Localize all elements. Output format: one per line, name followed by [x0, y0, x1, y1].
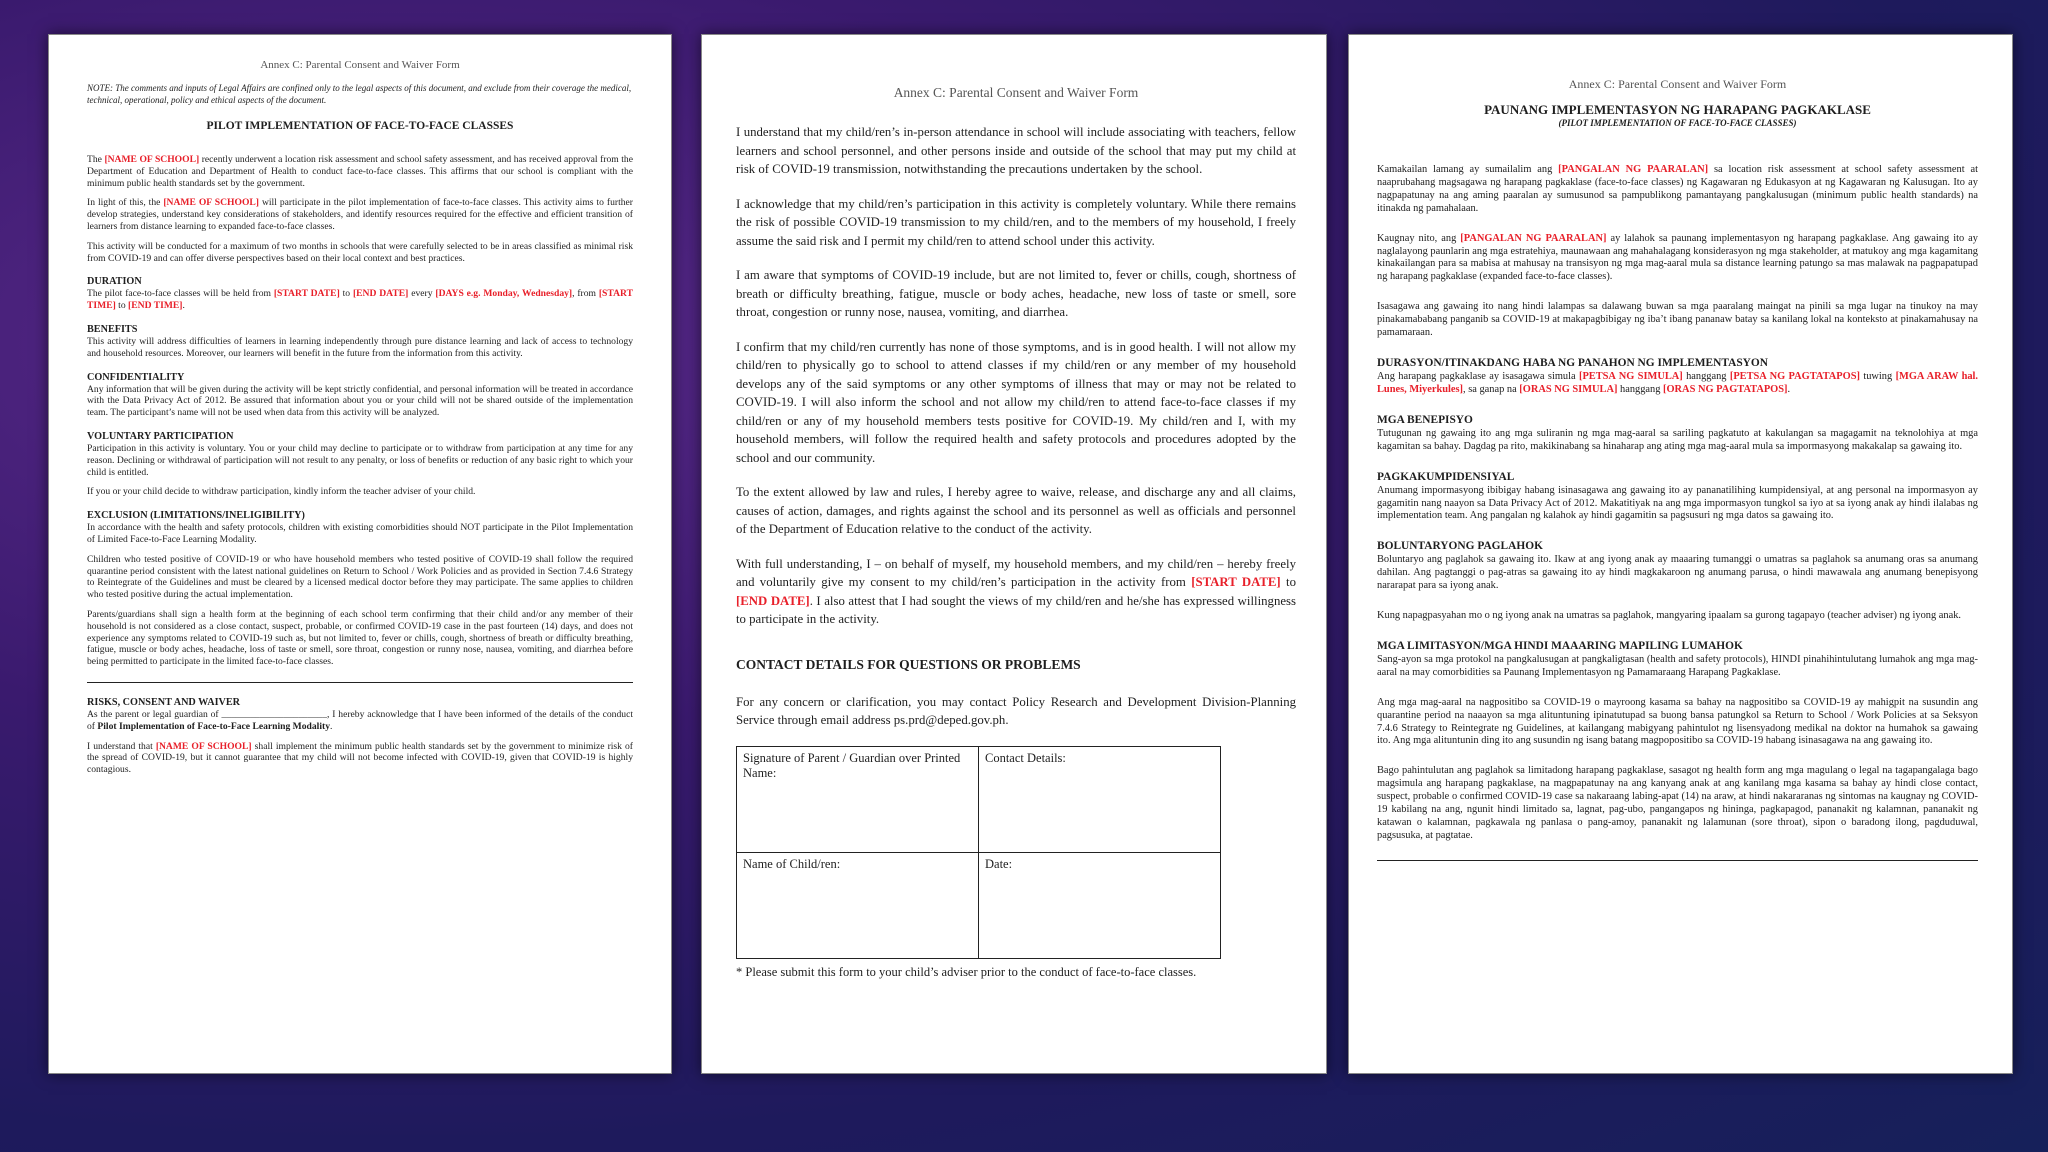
section-heading: EXCLUSION (LIMITATIONS/INELIGIBILITY)	[87, 510, 305, 522]
section-heading: VOLUNTARY PARTICIPATION	[87, 430, 234, 442]
section-heading: BOLUNTARYONG PAGLAHOK	[1377, 540, 1543, 553]
section-heading: PAGKAKUMPIDENSIYAL	[1377, 470, 1515, 483]
date-cell: Date:	[979, 852, 1221, 958]
annex-header: Annex C: Parental Consent and Waiver Form	[893, 85, 1139, 100]
section-heading: DURASYON/ITINAKDANG HABA NG PANAHON NG IMPLEMENTASYON	[1377, 356, 1768, 369]
duration-paragraph: Ang harapang pagkaklase ay isasagawa simula [PETSA NG SIMULA] hanggang [PETSA NG PAGTATAPOS] tuwing [MGA ARAW hal. Lunes, Miyerkules], sa ganap na [ORAS NG SIMULA] hanggang [ORAS NG PAGTATAPOS].	[1377, 370, 1979, 395]
consent-paragraph: With full understanding, I – on behalf of myself, my household members, and my child/ren – hereby freely and voluntarily give my consent to my child/ren’s participation in the activity from [START DATE] to [END DATE]. I also attest that I had sought the views of my child/ren and he/she has expressed willingness to participate in the activity.	[736, 556, 1296, 626]
document-page-2	[701, 34, 1327, 1074]
consent-paragraph: To the extent allowed by law and rules, I hereby agree to waive, release, and discharge any and all claims, causes of action, damages, and rights against the school and its personnel as well as officials and personnel of the Department of Education relative to the conduct of the activity.	[736, 485, 1296, 536]
intro-paragraph: In light of this, the [NAME OF SCHOOL] will participate in the pilot implementation of face-to-face classes. This activity aims to further develop strategies, understand key considerations of stakeholders, and identify resources required for the effective and efficient transition of learners from distance learning to expanded face-to-face classes.	[87, 197, 633, 232]
page-title: PILOT IMPLEMENTATION OF FACE-TO-FACE CLASSES	[206, 120, 514, 132]
limitations-paragraph: Bago pahintulutan ang paglahok sa limitadong harapang pagkaklase, sasagot ng health form ang mga magulang o legal na tagapangalaga bago magsimula ang harapang pagkaklase, na magpapatunay na ang kanyang anak at ang kanilang mga kasama sa bahay ay hindi close contact, suspect, probable o confirmed COVID-19 case sa nakaraang labing-apat (14) na araw, at hindi nakararanas ng sintomas na kaugnay ng COVID-19 kabilang na ang, ngunit hindi limitado sa, lagnat, pag-ubo, pangangapos ng hininga, pagkapagod, pananakit ng kalamnan, pananakit ng katawan o kalamnan, pagkawala ng panlasa o pang-amoy, pananakit ng lalamunan (sore throat), sipon o baradong ilong, pagduduwal, pagsusuka, at pagtatae.	[1377, 765, 1978, 841]
placeholder-field: [NAME OF SCHOOL]	[163, 197, 259, 209]
intro-paragraph: This activity will be conducted for a maximum of two months in schools that were carefully selected to be in areas classified as minimal risk from COVID-19 and can offer diverse perspectives based on their local context and best practices.	[87, 240, 633, 264]
intro-paragraph: The [NAME OF SCHOOL] recently underwent a location risk assessment and school safety assessment, and has received approval from the Department of Education and Department of Health to conduct face-to-face classes. This affirms that our school is compliant with the minimum public health standards set by the government.	[87, 154, 633, 189]
signature-cell: Signature of Parent / Guardian over Printed Name:	[737, 746, 979, 852]
annex-header: Annex C: Parental Consent and Waiver Form	[260, 59, 460, 71]
intro-paragraph: Isasagawa ang gawaing ito nang hindi lalampas sa dalawang buwan sa mga paaralang maingat na pinili sa mga lugar na tinukoy na may pinakamababang panganib sa COVID-19 at makapagbibigay ng iba’t ibang pananaw batay sa kanilang lokal na konteksto at pinakamahusay na pamamaraan.	[1377, 301, 1978, 339]
signature-table	[736, 746, 1221, 959]
placeholder-field: [PANGALAN NG PAARALAN]	[1460, 232, 1607, 244]
consent-paragraph: I understand that my child/ren’s in-person attendance in school will include associating with teachers, fellow learners and school personnel, and other persons inside and outside of the school that may put my child at risk of COVID-19 transmission, notwithstanding the precautions undertaken by the school.	[736, 125, 1296, 176]
contact-details-cell: Contact Details:	[979, 746, 1221, 852]
contact-paragraph: For any concern or clarification, you may contact Policy Research and Development Division-Planning Service through email address ps.prd@deped.gov.ph.	[736, 694, 1296, 727]
exclusion-paragraph: In accordance with the health and safety protocols, children with existing comorbidities should NOT participate in the Pilot Implementation of Limited Face-to-Face Learning Modality.	[87, 522, 633, 545]
footnote: * Please submit this form to your child’s adviser prior to the conduct of face-to-face classes.	[736, 964, 1197, 979]
voluntary-paragraph: Kung napagpasyahan mo o ng iyong anak na umatras sa paglahok, mangyaring ipaalam sa gurong tagapayo (teacher adviser) ng iyong anak.	[1377, 610, 1961, 622]
section-heading: DURATION	[87, 276, 142, 288]
limitations-paragraph: Ang mga mag-aaral na nagpositibo sa COVID-19 o mayroong kasama sa bahay na nagpositibo sa COVID-19 ay mahigpit na susundin ang quarantine period na naaayon sa mga alituntuning ipinatutupad sa buong bansa patungkol sa Return to School / Work Policies at sa Seksyon 7.4.6 Strategy to Reintegrate ng Guidelines, at kailangang mabigyang pahintulot ng lisensyadong medikal na doktor na humahok sa gawaing ito. Ang mga alituntunin ding ito ang susundin ng isang batang magpopositibo sa COVID-19 habang isinasagawa na ang gawaing ito.	[1377, 696, 1978, 747]
document-page-3	[1348, 34, 2013, 1074]
confidentiality-paragraph: Any information that will be given during the activity will be kept strictly confidential, and personal information will be treated in accordance with the Data Privacy Act of 2012. Be assured that information about you or your child will not be shared outside of the implementation team. The participant’s name will not be used when data from this activity will be analyzed.	[87, 383, 633, 419]
consent-paragraph: I acknowledge that my child/ren’s participation in this activity is completely voluntary. While there remains the risk of possible COVID-19 transmission to my child/ren, and to the members of my household, I freely assume the said risk and I permit my child/ren to attend school under this activity.	[736, 196, 1296, 248]
page-title: PAUNANG IMPLEMENTASYON NG HARAPANG PAGKAKLASE	[1484, 102, 1871, 117]
consent-paragraph: I am aware that symptoms of COVID-19 include, but are not limited to, fever or chills, cough, shortness of breath or difficulty breathing, fatigue, muscle or body aches, headache, new loss of taste or smell, sore throat, congestion or runny nose, nausea, vomiting, and diarrhea.	[736, 268, 1296, 319]
voluntary-paragraph: Participation in this activity is voluntary. You or your child may decline to participate or to withdraw from participation at any time for any reason. Declining or withdrawal of participation will not result to any penalty, or loss of benefits or reduction of any basic right to which your child is entitled.	[87, 442, 633, 478]
section-heading: MGA BENEPISYO	[1377, 413, 1473, 426]
benefits-paragraph: Tutugunan ng gawaing ito ang mga suliranin ng mga mag-aaral sa sariling pagkatuto at kakulangan sa magagamit na teknolohiya at mga kagamitan sa bahay. Dagdag pa rito, makikinabang sa hinaharap ang ating mga mag-aaral mula sa impormasyong makakalap sa gawaing ito.	[1377, 427, 1978, 452]
legal-note: NOTE: The comments and inputs of Legal Affairs are confined only to the legal aspects of this document, and exclude from their coverage the medical, technical, operational, policy and ethical aspects of the document.	[87, 83, 632, 105]
document-page-1	[48, 34, 672, 1074]
benefits-paragraph: This activity will address difficulties of learners in learning independently through pure distance learning and lack of access to technology and household resources. Moreover, our learners will benefit in the future from the information from this activity.	[87, 335, 633, 359]
risk-paragraph: As the parent or legal guardian of ______________________, I hereby acknowledge that I have been informed of the details of the conduct of Pilot Implementation of Face-to-Face Learning Modality.	[87, 708, 633, 732]
section-heading: MGA LIMITASYON/MGA HINDI MAAARING MAPILING LUMAHOK	[1377, 639, 1743, 652]
exclusion-paragraph: Parents/guardians shall sign a health form at the beginning of each school term confirming that their child and/or any member of their household is not considered as a close contact, suspect, probable, or confirmed COVID-19 case in the past fourteen (14) days, and does not experience any symptoms related to COVID-19 such as, but not limited to, fever or chills, cough, shortness of breath or difficulty breathing, fatigue, muscle or body aches, headache, loss of taste or smell, sore throat, congestion or runny nose, nausea, vomiting, and diarrhea before being permitted to participate in the limited face-to-face classes.	[87, 608, 633, 668]
section-heading: CONFIDENTIALITY	[87, 371, 185, 383]
placeholder-field: [NAME OF SCHOOL]	[155, 740, 252, 752]
confidentiality-paragraph: Anumang impormasyong ibibigay habang isinasagawa ang gawaing ito ay pananatilihing kumpidensiyal, at ang personal na impormasyon ay gagamitin nang naayon sa Data Privacy Act of 2012. Makatitiyak na ang mga impormasyon tungkol sa iyo at sa iyong anak ay hindi ilalabas ng implementation team. Ang pangalan ng kalahok ay hindi gagamitin sa pagsusuri ng mga datos sa gawaing ito.	[1377, 484, 1978, 522]
child-name-cell: Name of Child/ren:	[737, 852, 979, 958]
consent-paragraph: I confirm that my child/ren currently has none of those symptoms, and is in good health. I will not allow my child/ren to physically go to school to attend classes if my child/ren or any member of my household develops any of the said symptoms or any other symptoms of illness that may or may not be related to COVID-19. I will also inform the school and not allow my child/ren to attend face-to-face classes if my child/ren or any of my household members tests positive for COVID-19. My child/ren and I, with my household members, will follow the required health and safety protocols and procedures adopted by the school and our community.	[736, 339, 1296, 465]
intro-paragraph: Kamakailan lamang ay sumailalim ang [PANGALAN NG PAARALAN] sa location risk assessment at school safety assessment at naaprubahang magsagawa ng harapang pagkaklase (face-to-face classes) ng Kagawaran ng Edukasyon at ng Kagawaran ng Kalusugan. Ito ay nagpapatunay na ang aming paaralan ay sumusunod sa pampublikong pamantayang pangkalusugan (minimum public health standards) na itinakda ng pamahalaan.	[1377, 164, 1978, 214]
voluntary-paragraph: If you or your child decide to withdraw participation, kindly inform the teacher adviser of your child.	[87, 486, 476, 498]
exclusion-paragraph: Children who tested positive of COVID-19 or who have household members who tested positive of COVID-19 shall follow the required quarantine period consistent with the latest national guidelines on Return to School / Work Policies and as provided in Section 7.4.6 Strategy to Reintegrate of the Guidelines and must be cleared by a licensed medical doctor before they may participate. The same applies to children who tested positive during the actual implementation.	[87, 553, 633, 601]
intro-paragraph: Kaugnay nito, ang [PANGALAN NG PAARALAN] ay lalahok sa paunang implementasyon ng harapang pagkaklase. Ang gawaing ito ay naglalayong paunlarin ang mga estratehiya, maunawaan ang mahahalagang konsiderasyon ng mga stakeholder, at matukoy ang mga kagamitang kinakailangan para sa mabisa at mahusay na transisyon ng mga mag-aaral mula sa distance learning patungo sa mas malawak na pagpapatupad ng harapang pagkaklase (expanded face-to-face classes).	[1377, 232, 1978, 283]
placeholder-field: [PANGALAN NG PAARALAN]	[1558, 164, 1709, 175]
voluntary-paragraph: Boluntaryo ang paglahok sa gawaing ito. Ikaw at ang iyong anak ay maaaring tumanggi o umatras sa paglahok sa anumang oras sa anumang dahilan. Ang pagtanggi o pag-atras sa gawaing ito ay hindi magkakaroon ng anumang parusa, o hindi mawawala ang anumang benepisyong nararapat para sa iyong anak.	[1377, 554, 1978, 592]
section-heading: BENEFITS	[87, 323, 138, 335]
placeholder-field: [NAME OF SCHOOL]	[104, 154, 200, 165]
section-heading: CONTACT DETAILS FOR QUESTIONS OR PROBLEMS	[736, 656, 1081, 672]
divider	[87, 682, 633, 683]
duration-paragraph: The pilot face-to-face classes will be held from [START DATE] to [END DATE] every [DAYS e.g. Monday, Wednesday], from [START TIME] to [END TIME].	[87, 288, 633, 312]
page-subtitle: (PILOT IMPLEMENTATION OF FACE-TO-FACE CLASSES)	[1558, 118, 1797, 128]
annex-header: Annex C: Parental Consent and Waiver Form	[1568, 77, 1787, 91]
section-heading: RISKS, CONSENT AND WAIVER	[87, 696, 241, 708]
divider	[1377, 860, 1978, 861]
risk-paragraph: I understand that [NAME OF SCHOOL] shall implement the minimum public health standards set by the government to minimize risk of the spread of COVID-19, but it cannot guarantee that my child will not become infected with COVID-19, given that COVID-19 is highly contagious.	[87, 740, 633, 776]
limitations-paragraph: Sang-ayon sa mga protokol na pangkalusugan at pangkaligtasan (health and safety protocols), HINDI pinahihintulutang lumahok ang mga mag-aaral na may comorbidities sa Paunang Implementasyon ng Pamamaraang Harapang Pagkaklase.	[1377, 653, 1978, 678]
